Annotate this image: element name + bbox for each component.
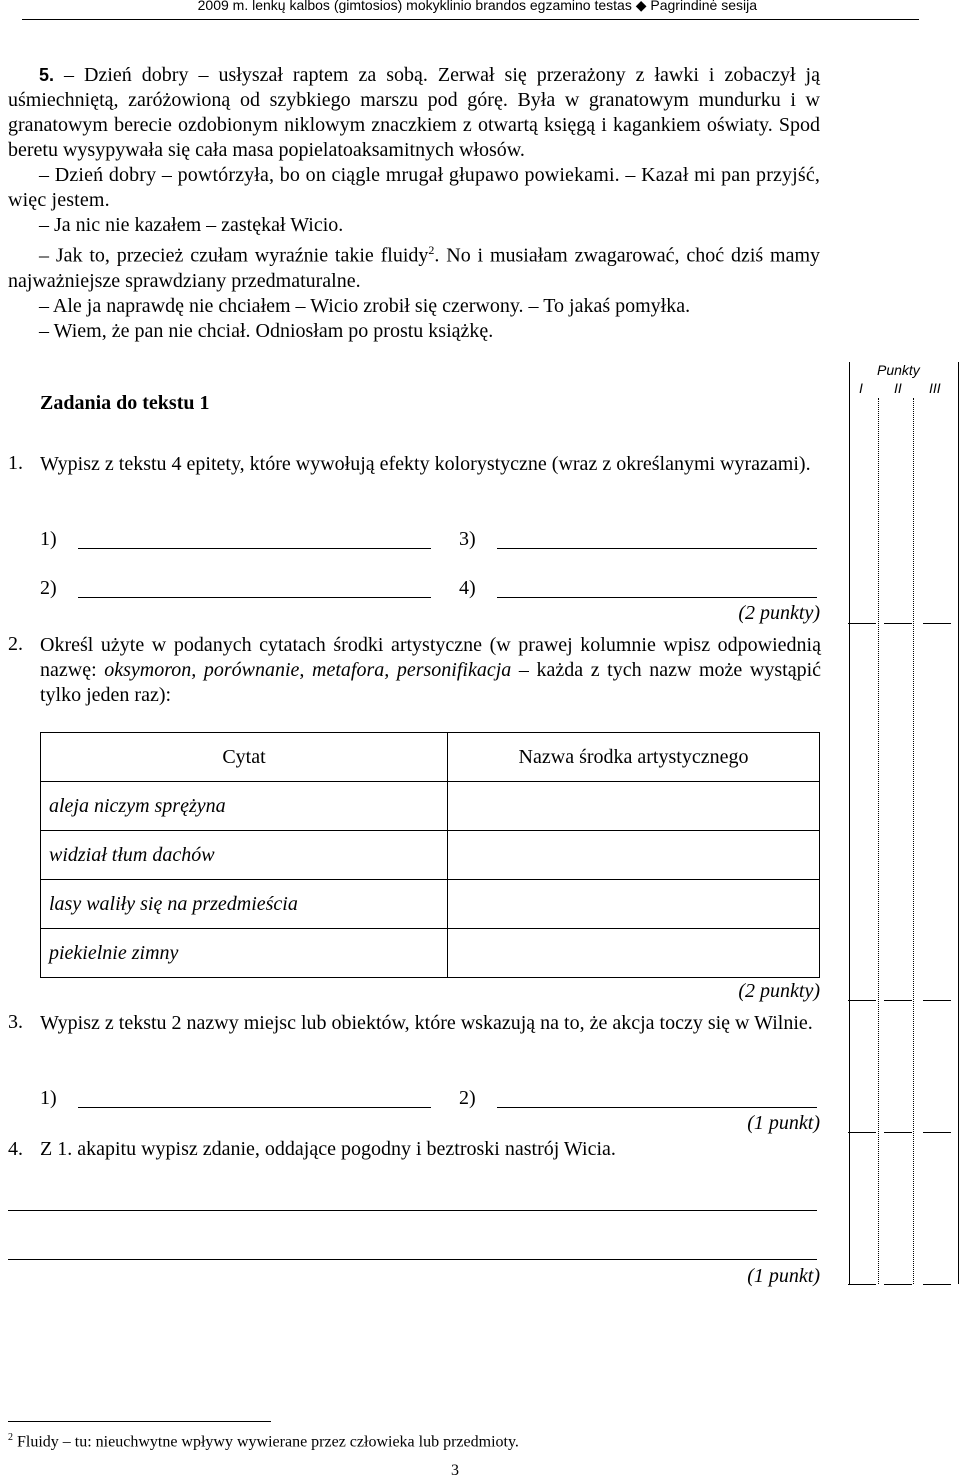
passage-paragraph-5: – Ale ja naprawdę nie chciałem – Wicio zrobił się czerwony. – To jakaś pomyłka. [39, 294, 691, 317]
q1-answer-line-2[interactable] [78, 597, 431, 598]
q4-score-III[interactable] [923, 1284, 951, 1285]
q2-quote-2: widział tłum dachów [41, 831, 448, 880]
q3-slot-1: 1) [40, 1087, 57, 1109]
q2-quote-4: piekielnie zimny [41, 929, 448, 978]
q3-answer-line-1[interactable] [78, 1107, 431, 1108]
q4-answer-line-2[interactable] [8, 1259, 817, 1260]
q1-answer-line-3[interactable] [497, 548, 817, 549]
q2-table-head-quote: Cytat [41, 733, 448, 782]
passage-number: 5. [39, 65, 55, 85]
passage [8, 63, 820, 344]
q2-quote-3: lasy waliły się na przedmieścia [41, 880, 448, 929]
q1-points: (2 punkty) [738, 602, 820, 624]
footnote [8, 1432, 519, 1451]
q2-answer-1[interactable] [448, 782, 820, 831]
footnote-ref: 2 [428, 243, 435, 257]
q4-number: 4. [8, 1138, 23, 1160]
q1-slot-2: 2) [40, 577, 57, 599]
q3-score-III[interactable] [923, 1132, 951, 1133]
q3-score-I[interactable] [848, 1132, 876, 1133]
q3-number: 3. [8, 1011, 23, 1033]
q2-answer-2[interactable] [448, 831, 820, 880]
q1-answer-line-1[interactable] [78, 548, 431, 549]
q1-score-II[interactable] [884, 623, 912, 624]
q2-number: 2. [8, 633, 23, 655]
points-col-1: I [859, 380, 863, 396]
q1-score-I[interactable] [848, 623, 876, 624]
q4-answer-line-1[interactable] [8, 1210, 817, 1211]
passage-paragraph-1: 5. – Dzień dobry – usłyszał raptem za sobą. Zerwał się przerażony z ławki i zobaczył ją uśmiechniętą, zaróżowioną od szybkiego marszu pod górę. Była w granatowym mundurku i w granatowym berecie ozdobionym niklowym znaczkiem z otwartą księgą i kagankiem oświaty. Spod beretu wysypywała się cała masa popielatoaksamitnych włosów. [8, 64, 820, 161]
q2-table [40, 732, 820, 978]
q3-points: (1 punkt) [747, 1112, 820, 1134]
q1-number: 1. [8, 452, 23, 474]
points-divider-2 [913, 398, 914, 1284]
q3-score-II[interactable] [884, 1132, 912, 1133]
q2-answer-3[interactable] [448, 880, 820, 929]
points-col-2: II [894, 380, 902, 396]
points-col-3: III [929, 380, 941, 396]
tasks-title: Zadania do tekstu 1 [40, 392, 210, 414]
q2-text: Określ użyte w podanych cytatach środki artystyczne (w prawej kolumnie wpisz odpowiednią nazwę: oksymoron, porównanie, metafora, personifikacja – każda z tych nazw może wystąpić tylko jeden raz): [40, 634, 822, 706]
q2-quote-1: aleja niczym sprężyna [41, 782, 448, 831]
q3-answer-line-2[interactable] [497, 1107, 817, 1108]
footnote-mark: 2 [8, 1432, 13, 1443]
q4-score-II[interactable] [884, 1284, 912, 1285]
page-header: 2009 m. lenkų kalbos (gimtosios) mokyklinio brandos egzamino testas ◆ Pagrindinė sesija [197, 0, 757, 13]
q2-answer-4[interactable] [448, 929, 820, 978]
points-left-border [849, 362, 850, 1284]
points-right-border [958, 362, 959, 1284]
q1-score-III[interactable] [923, 623, 951, 624]
q1-slot-4: 4) [459, 577, 476, 599]
footnote-rule [8, 1421, 271, 1422]
q4-points: (1 punkt) [747, 1265, 820, 1287]
passage-paragraph-6: – Wiem, że pan nie chciał. Odniosłam po prostu książkę. [39, 319, 494, 342]
q2-score-I[interactable] [848, 1000, 876, 1001]
points-title: Punkty [877, 362, 920, 378]
points-divider-1 [878, 398, 879, 1284]
q2-score-III[interactable] [923, 1000, 951, 1001]
page-number: 3 [451, 1462, 459, 1479]
q4-score-I[interactable] [848, 1284, 876, 1285]
passage-paragraph-2: – Dzień dobry – powtórzyła, bo on ciągle mrugał głupawo powiekami. – Kazał mi pan przyjść, więc jestem. [8, 164, 820, 211]
q1-text: Wypisz z tekstu 4 epitety, które wywołują efekty kolorystyczne (wraz z określanymi wyrazami). [40, 453, 811, 475]
q1-slot-1: 1) [40, 528, 57, 550]
passage-paragraph-3: – Ja nic nie kazałem – zastękał Wicio. [39, 214, 344, 236]
passage-paragraph-4: – Jak to, przecież czułam wyraźnie takie fluidy$^2$. No i musiałam zwagarować, choć dziś mamy najważniejsze sprawdziany przedmaturalne. [8, 243, 821, 292]
q3-text: Wypisz z tekstu 2 nazwy miejsc lub obiektów, które wskazują na to, że akcja toczy się w Wilnie. [40, 1012, 813, 1034]
footnote-text: Fluidy – tu: nieuchwytne wpływy wywierane przez człowieka lub przedmioty. [17, 1433, 519, 1451]
q3-slot-2: 2) [459, 1087, 476, 1109]
q1-answer-line-4[interactable] [497, 597, 817, 598]
q1-slot-3: 3) [459, 528, 476, 550]
q2-score-II[interactable] [884, 1000, 912, 1001]
header-rule [22, 19, 919, 20]
q2-table-head-name: Nazwa środka artystycznego [448, 733, 820, 782]
q2-points: (2 punkty) [738, 980, 820, 1002]
q4-text: Z 1. akapitu wypisz zdanie, oddające pogodny i beztroski nastrój Wicia. [40, 1138, 616, 1160]
